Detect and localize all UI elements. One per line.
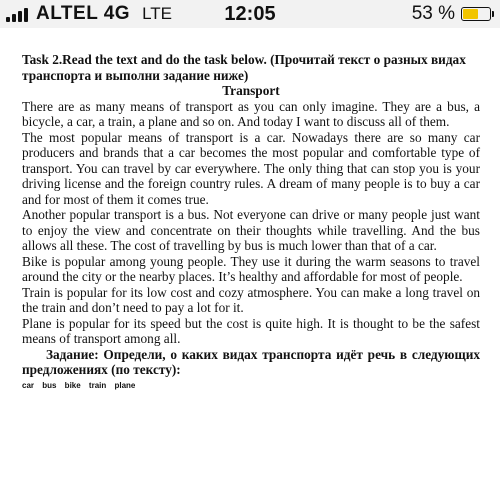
battery-icon — [461, 7, 491, 21]
carrier-name: ALTEL 4G — [36, 3, 131, 24]
paragraph-bike: Bike is popular among young people. They use it during the warm seasons to travel around the city or the nearby places. It’s healthy and affordable for most of people. — [22, 253, 480, 284]
battery-tip — [492, 11, 494, 17]
network-type: LTE — [142, 4, 173, 23]
document-page — [22, 52, 480, 393]
task-title: Task 2.Read the text and do the task below. (Прочитай текст о разных видах транспорта и выполни задание ниже) — [22, 52, 466, 83]
status-bar — [0, 0, 500, 28]
status-right — [412, 4, 494, 24]
paragraph-train: Train is popular for its low cost and cozy atmosphere. You can make a long travel on the train and don’t need to pay a lot for it. — [22, 284, 480, 315]
paragraph-car: The most popular means of transport is a car. Nowadays there are so many car producers and brands that a car becomes the most popular and comfortable type of transport. You can travel by car everywhere. The only thing that can stop you is your driving license and the foreign country rules. A dream of many people is to buy a car and for most of them it comes true. — [22, 129, 480, 207]
battery-percentage: 53 % — [411, 3, 455, 24]
paragraph-bus: Another popular transport is a bus. Not everyone can drive or many people just want to enjoy the view and concentrate on their thoughts while travelling. And the bus allows all these. The cost of travelling by bus is much lower than that of a car. — [22, 207, 480, 253]
battery-level-fill — [463, 9, 478, 19]
transport-options: car bus bike train plane — [22, 380, 136, 390]
paragraph-plane: Plane is popular for its speed but the cost is quite high. It is thought to be the safest means of transport among all. — [22, 315, 480, 346]
paragraph-intro: There are as many means of transport as you can only imagine. They are a bus, a bicycle, a car, a train, a plane and so on. And today I want to discuss all of them. — [22, 98, 480, 129]
assignment-instruction: Задание: Определи, о каких видах транспорта идёт речь в следующих предложениях (по тексту): — [22, 346, 480, 377]
clock-time: 12:05 — [224, 3, 276, 25]
text-heading: Transport — [222, 83, 280, 98]
